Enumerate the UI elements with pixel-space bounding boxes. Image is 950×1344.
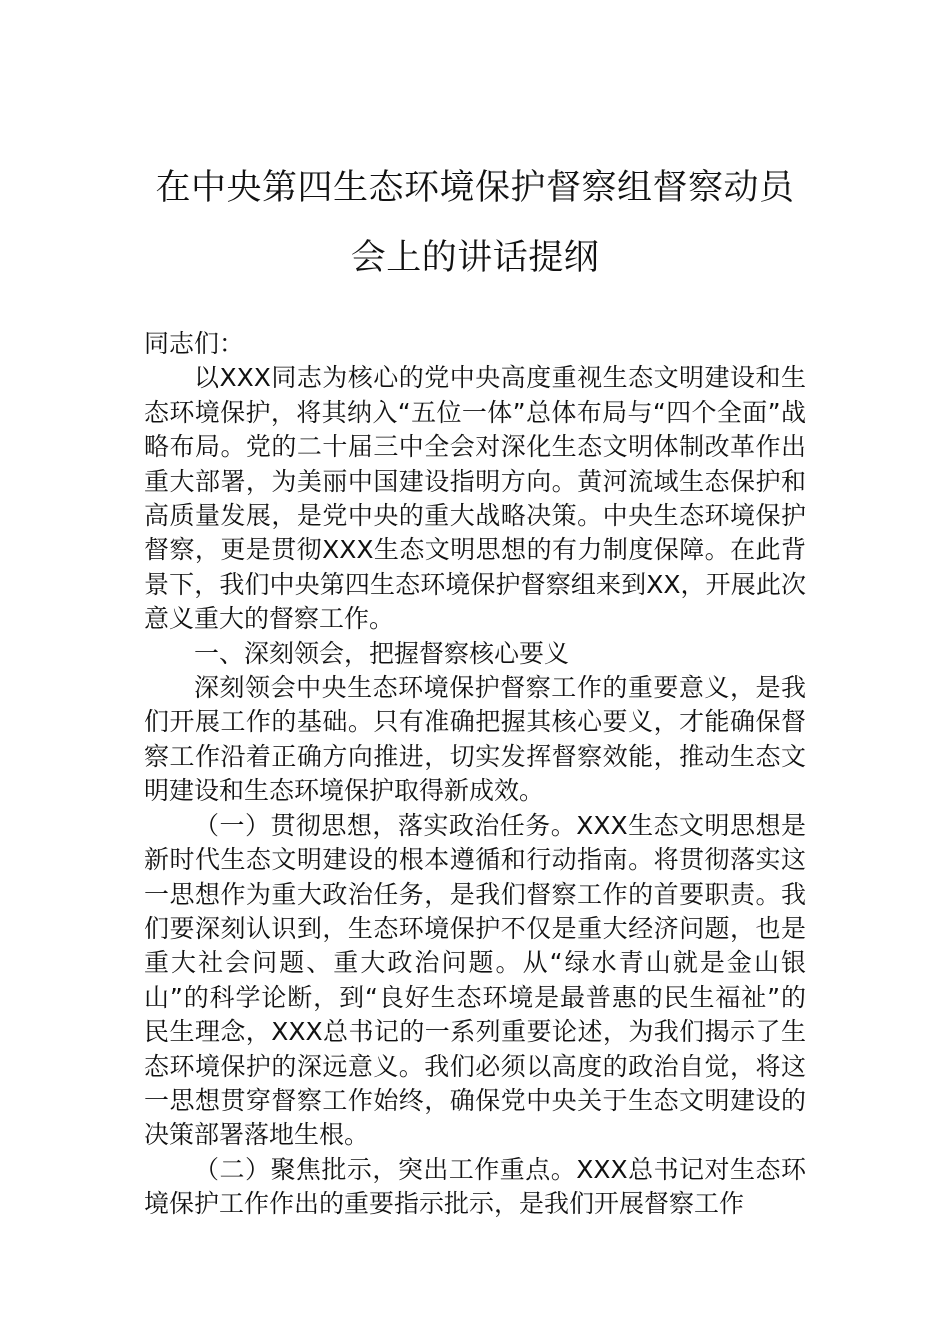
document-title-line-1: 在中央第四生态环境保护督察组督察动员: [155, 168, 795, 208]
section-heading-1: 一、深刻领会，把握督察核心要义: [194, 638, 570, 668]
paragraph-section-1: 深刻领会中央生态环境保护督察工作的重要意义，是我们开展工作的基础。只有准确把握其核心要义，才能确保督察工作沿着正确方向推进，切实发挥督察效能，推动生态文明建设和生态环境保护取得新成效。: [144, 673, 806, 806]
document-body: [144, 327, 806, 1222]
salutation: 同志们：: [144, 329, 245, 358]
paragraph-subsection-1: （一）贯彻思想，落实政治任务。XXX生态文明思想是新时代生态文明建设的根本遵循和行动指南。将贯彻落实这一思想作为重大政治任务，是我们督察工作的首要职责。我们要深刻认识到，生态环境保护不仅是重大经济问题，也是重大社会问题、重大政治问题。从“绿水青山就是金山银山”的科学论断，到“良好生态环境是最普惠的民生福祉”的民生理念，XXX总书记的一系列重要论述，为我们揭示了生态环境保护的深远意义。我们必须以高度的政治自觉，将这一思想贯穿督察工作始终，确保党中央关于生态文明建设的决策部署落地生根。: [144, 810, 806, 1150]
paragraph-intro: 以XXX同志为核心的党中央高度重视生态文明建设和生态环境保护，将其纳入“五位一体”总体布局与“四个全面”战略布局。党的二十届三中全会对深化生态文明体制改革作出重大部署，为美丽中国建设指明方向。黄河流域生态保护和高质量发展，是党中央的重大战略决策。中央生态环境保护督察，更是贯彻XXX生态文明思想的有力制度保障。在此背景下，我们中央第四生态环境保护督察组来到XX，开展此次意义重大的督察工作。: [144, 363, 806, 634]
paragraph-subsection-2: （二）聚焦批示，突出工作重点。XXX总书记对生态环境保护工作作出的重要指示批示，是我们开展督察工作: [144, 1154, 806, 1219]
document-title-line-2: 会上的讲话提纲: [350, 238, 600, 278]
